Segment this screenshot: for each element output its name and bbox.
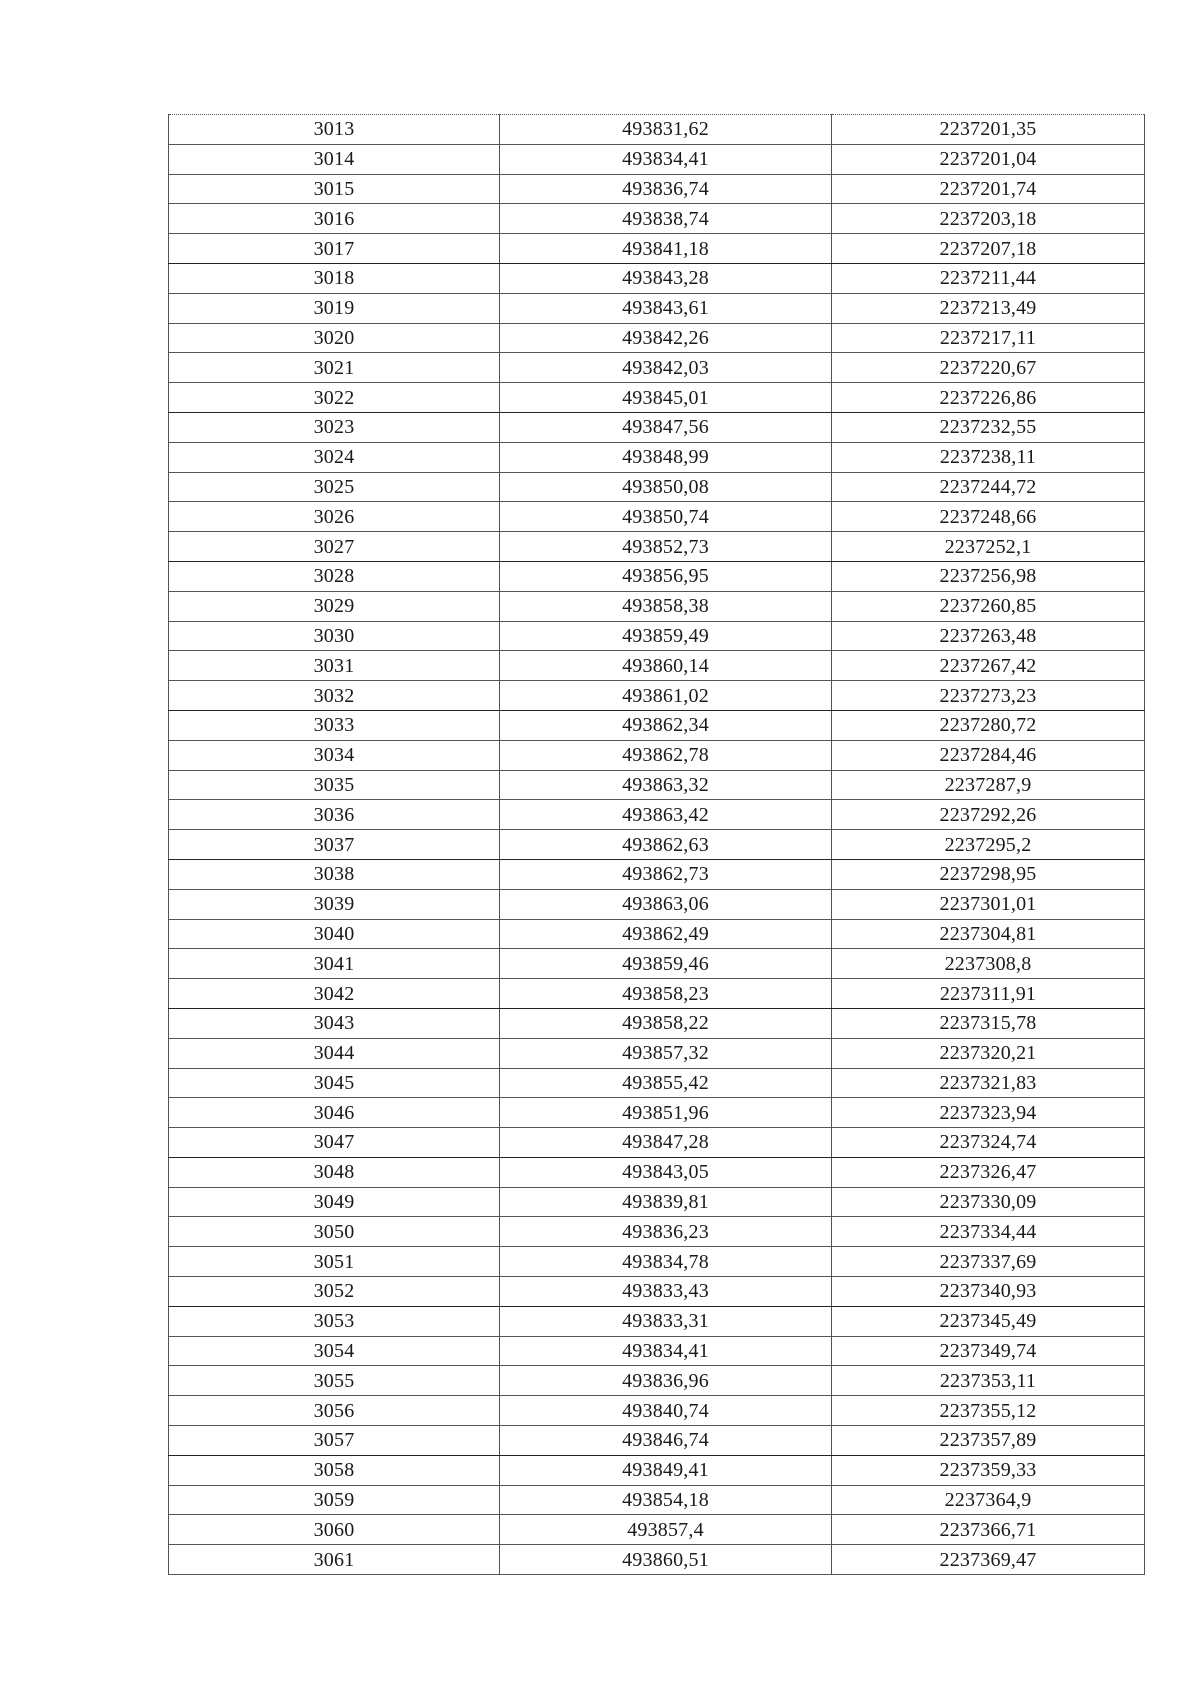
y-coordinate-cell: 2237298,95	[832, 859, 1145, 889]
y-coordinate-cell: 2237280,72	[832, 710, 1145, 740]
coordinates-table	[168, 114, 1145, 1575]
y-coordinate-cell: 2237267,42	[832, 651, 1145, 681]
x-coordinate-cell: 493859,49	[500, 621, 832, 651]
x-coordinate-cell: 493838,74	[500, 204, 832, 234]
x-coordinate-cell: 493862,73	[500, 859, 832, 889]
point-number-cell: 3056	[169, 1396, 500, 1426]
x-coordinate-cell: 493834,41	[500, 1336, 832, 1366]
table-row	[169, 1038, 1145, 1068]
point-number-cell: 3044	[169, 1038, 500, 1068]
y-coordinate-cell: 2237326,47	[832, 1157, 1145, 1187]
table-row	[169, 919, 1145, 949]
table-row	[169, 830, 1145, 860]
x-coordinate-cell: 493834,78	[500, 1247, 832, 1277]
y-coordinate-cell: 2237353,11	[832, 1366, 1145, 1396]
x-coordinate-cell: 493858,22	[500, 1008, 832, 1038]
x-coordinate-cell: 493859,46	[500, 949, 832, 979]
y-coordinate-cell: 2237359,33	[832, 1455, 1145, 1485]
y-coordinate-cell: 2237308,8	[832, 949, 1145, 979]
point-number-cell: 3039	[169, 889, 500, 919]
y-coordinate-cell: 2237301,01	[832, 889, 1145, 919]
y-coordinate-cell: 2237369,47	[832, 1545, 1145, 1575]
y-coordinate-cell: 2237201,74	[832, 174, 1145, 204]
point-number-cell: 3040	[169, 919, 500, 949]
point-number-cell: 3057	[169, 1426, 500, 1456]
x-coordinate-cell: 493841,18	[500, 234, 832, 264]
x-coordinate-cell: 493850,74	[500, 502, 832, 532]
point-number-cell: 3019	[169, 293, 500, 323]
y-coordinate-cell: 2237320,21	[832, 1038, 1145, 1068]
x-coordinate-cell: 493839,81	[500, 1187, 832, 1217]
x-coordinate-cell: 493842,03	[500, 353, 832, 383]
table-row	[169, 204, 1145, 234]
y-coordinate-cell: 2237256,98	[832, 561, 1145, 591]
point-number-cell: 3016	[169, 204, 500, 234]
y-coordinate-cell: 2237295,2	[832, 830, 1145, 860]
table-row	[169, 115, 1145, 145]
x-coordinate-cell: 493862,78	[500, 740, 832, 770]
x-coordinate-cell: 493849,41	[500, 1455, 832, 1485]
table-row	[169, 1515, 1145, 1545]
y-coordinate-cell: 2237315,78	[832, 1008, 1145, 1038]
y-coordinate-cell: 2237201,04	[832, 144, 1145, 174]
y-coordinate-cell: 2237311,91	[832, 979, 1145, 1009]
x-coordinate-cell: 493858,23	[500, 979, 832, 1009]
y-coordinate-cell: 2237226,86	[832, 383, 1145, 413]
point-number-cell: 3036	[169, 800, 500, 830]
x-coordinate-cell: 493856,95	[500, 561, 832, 591]
table-row	[169, 1455, 1145, 1485]
table-row	[169, 1068, 1145, 1098]
x-coordinate-cell: 493851,96	[500, 1098, 832, 1128]
y-coordinate-cell: 2237349,74	[832, 1336, 1145, 1366]
point-number-cell: 3034	[169, 740, 500, 770]
point-number-cell: 3014	[169, 144, 500, 174]
y-coordinate-cell: 2237201,35	[832, 115, 1145, 145]
y-coordinate-cell: 2237263,48	[832, 621, 1145, 651]
y-coordinate-cell: 2237211,44	[832, 263, 1145, 293]
x-coordinate-cell: 493843,61	[500, 293, 832, 323]
point-number-cell: 3045	[169, 1068, 500, 1098]
y-coordinate-cell: 2237345,49	[832, 1306, 1145, 1336]
table-row	[169, 1187, 1145, 1217]
coordinates-table-body	[169, 115, 1145, 1575]
x-coordinate-cell: 493863,32	[500, 770, 832, 800]
table-row	[169, 412, 1145, 442]
y-coordinate-cell: 2237238,11	[832, 442, 1145, 472]
x-coordinate-cell: 493836,23	[500, 1217, 832, 1247]
table-row	[169, 1485, 1145, 1515]
x-coordinate-cell: 493846,74	[500, 1426, 832, 1456]
point-number-cell: 3049	[169, 1187, 500, 1217]
y-coordinate-cell: 2237304,81	[832, 919, 1145, 949]
table-row	[169, 383, 1145, 413]
table-row	[169, 651, 1145, 681]
point-number-cell: 3032	[169, 681, 500, 711]
y-coordinate-cell: 2237330,09	[832, 1187, 1145, 1217]
x-coordinate-cell: 493854,18	[500, 1485, 832, 1515]
table-row	[169, 323, 1145, 353]
table-row	[169, 1306, 1145, 1336]
x-coordinate-cell: 493836,96	[500, 1366, 832, 1396]
table-row	[169, 1277, 1145, 1307]
table-row	[169, 234, 1145, 264]
point-number-cell: 3048	[169, 1157, 500, 1187]
x-coordinate-cell: 493860,14	[500, 651, 832, 681]
table-row	[169, 1217, 1145, 1247]
x-coordinate-cell: 493843,05	[500, 1157, 832, 1187]
y-coordinate-cell: 2237232,55	[832, 412, 1145, 442]
table-row	[169, 532, 1145, 562]
table-row	[169, 472, 1145, 502]
table-row	[169, 293, 1145, 323]
x-coordinate-cell: 493842,26	[500, 323, 832, 353]
x-coordinate-cell: 493850,08	[500, 472, 832, 502]
point-number-cell: 3018	[169, 263, 500, 293]
point-number-cell: 3050	[169, 1217, 500, 1247]
y-coordinate-cell: 2237273,23	[832, 681, 1145, 711]
point-number-cell: 3025	[169, 472, 500, 502]
table-row	[169, 800, 1145, 830]
x-coordinate-cell: 493845,01	[500, 383, 832, 413]
x-coordinate-cell: 493857,32	[500, 1038, 832, 1068]
table-row	[169, 979, 1145, 1009]
point-number-cell: 3061	[169, 1545, 500, 1575]
x-coordinate-cell: 493862,34	[500, 710, 832, 740]
x-coordinate-cell: 493847,56	[500, 412, 832, 442]
point-number-cell: 3027	[169, 532, 500, 562]
y-coordinate-cell: 2237355,12	[832, 1396, 1145, 1426]
point-number-cell: 3024	[169, 442, 500, 472]
y-coordinate-cell: 2237334,44	[832, 1217, 1145, 1247]
table-row	[169, 740, 1145, 770]
point-number-cell: 3038	[169, 859, 500, 889]
table-row	[169, 442, 1145, 472]
point-number-cell: 3058	[169, 1455, 500, 1485]
point-number-cell: 3042	[169, 979, 500, 1009]
table-row	[169, 889, 1145, 919]
table-row	[169, 144, 1145, 174]
point-number-cell: 3054	[169, 1336, 500, 1366]
x-coordinate-cell: 493847,28	[500, 1128, 832, 1158]
y-coordinate-cell: 2237337,69	[832, 1247, 1145, 1277]
point-number-cell: 3013	[169, 115, 500, 145]
y-coordinate-cell: 2237244,72	[832, 472, 1145, 502]
point-number-cell: 3015	[169, 174, 500, 204]
table-row	[169, 1396, 1145, 1426]
y-coordinate-cell: 2237323,94	[832, 1098, 1145, 1128]
x-coordinate-cell: 493852,73	[500, 532, 832, 562]
point-number-cell: 3037	[169, 830, 500, 860]
point-number-cell: 3035	[169, 770, 500, 800]
y-coordinate-cell: 2237217,11	[832, 323, 1145, 353]
table-row	[169, 1008, 1145, 1038]
table-row	[169, 1128, 1145, 1158]
table-row	[169, 1545, 1145, 1575]
x-coordinate-cell: 493831,62	[500, 115, 832, 145]
table-row	[169, 1366, 1145, 1396]
y-coordinate-cell: 2237248,66	[832, 502, 1145, 532]
point-number-cell: 3060	[169, 1515, 500, 1545]
table-row	[169, 621, 1145, 651]
table-row	[169, 1157, 1145, 1187]
point-number-cell: 3023	[169, 412, 500, 442]
x-coordinate-cell: 493836,74	[500, 174, 832, 204]
point-number-cell: 3046	[169, 1098, 500, 1128]
point-number-cell: 3047	[169, 1128, 500, 1158]
y-coordinate-cell: 2237287,9	[832, 770, 1145, 800]
y-coordinate-cell: 2237213,49	[832, 293, 1145, 323]
y-coordinate-cell: 2237284,46	[832, 740, 1145, 770]
table-row	[169, 1247, 1145, 1277]
table-row	[169, 1426, 1145, 1456]
point-number-cell: 3053	[169, 1306, 500, 1336]
table-row	[169, 710, 1145, 740]
x-coordinate-cell: 493833,31	[500, 1306, 832, 1336]
table-row	[169, 681, 1145, 711]
y-coordinate-cell: 2237321,83	[832, 1068, 1145, 1098]
y-coordinate-cell: 2237357,89	[832, 1426, 1145, 1456]
y-coordinate-cell: 2237340,93	[832, 1277, 1145, 1307]
table-row	[169, 770, 1145, 800]
y-coordinate-cell: 2237292,26	[832, 800, 1145, 830]
y-coordinate-cell: 2237324,74	[832, 1128, 1145, 1158]
x-coordinate-cell: 493862,63	[500, 830, 832, 860]
point-number-cell: 3022	[169, 383, 500, 413]
table-row	[169, 561, 1145, 591]
table-row	[169, 263, 1145, 293]
point-number-cell: 3031	[169, 651, 500, 681]
x-coordinate-cell: 493834,41	[500, 144, 832, 174]
x-coordinate-cell: 493857,4	[500, 1515, 832, 1545]
x-coordinate-cell: 493848,99	[500, 442, 832, 472]
y-coordinate-cell: 2237207,18	[832, 234, 1145, 264]
x-coordinate-cell: 493843,28	[500, 263, 832, 293]
x-coordinate-cell: 493860,51	[500, 1545, 832, 1575]
point-number-cell: 3021	[169, 353, 500, 383]
table-row	[169, 1098, 1145, 1128]
point-number-cell: 3017	[169, 234, 500, 264]
point-number-cell: 3052	[169, 1277, 500, 1307]
point-number-cell: 3059	[169, 1485, 500, 1515]
point-number-cell: 3026	[169, 502, 500, 532]
table-row	[169, 949, 1145, 979]
point-number-cell: 3030	[169, 621, 500, 651]
table-row	[169, 1336, 1145, 1366]
y-coordinate-cell: 2237203,18	[832, 204, 1145, 234]
x-coordinate-cell: 493863,06	[500, 889, 832, 919]
table-row	[169, 591, 1145, 621]
y-coordinate-cell: 2237260,85	[832, 591, 1145, 621]
y-coordinate-cell: 2237252,1	[832, 532, 1145, 562]
table-row	[169, 859, 1145, 889]
point-number-cell: 3028	[169, 561, 500, 591]
point-number-cell: 3020	[169, 323, 500, 353]
table-row	[169, 174, 1145, 204]
point-number-cell: 3043	[169, 1008, 500, 1038]
x-coordinate-cell: 493862,49	[500, 919, 832, 949]
x-coordinate-cell: 493863,42	[500, 800, 832, 830]
x-coordinate-cell: 493855,42	[500, 1068, 832, 1098]
point-number-cell: 3055	[169, 1366, 500, 1396]
x-coordinate-cell: 493833,43	[500, 1277, 832, 1307]
x-coordinate-cell: 493861,02	[500, 681, 832, 711]
point-number-cell: 3029	[169, 591, 500, 621]
point-number-cell: 3041	[169, 949, 500, 979]
table-row	[169, 353, 1145, 383]
y-coordinate-cell: 2237364,9	[832, 1485, 1145, 1515]
table-row	[169, 502, 1145, 532]
x-coordinate-cell: 493840,74	[500, 1396, 832, 1426]
y-coordinate-cell: 2237220,67	[832, 353, 1145, 383]
y-coordinate-cell: 2237366,71	[832, 1515, 1145, 1545]
point-number-cell: 3051	[169, 1247, 500, 1277]
x-coordinate-cell: 493858,38	[500, 591, 832, 621]
point-number-cell: 3033	[169, 710, 500, 740]
